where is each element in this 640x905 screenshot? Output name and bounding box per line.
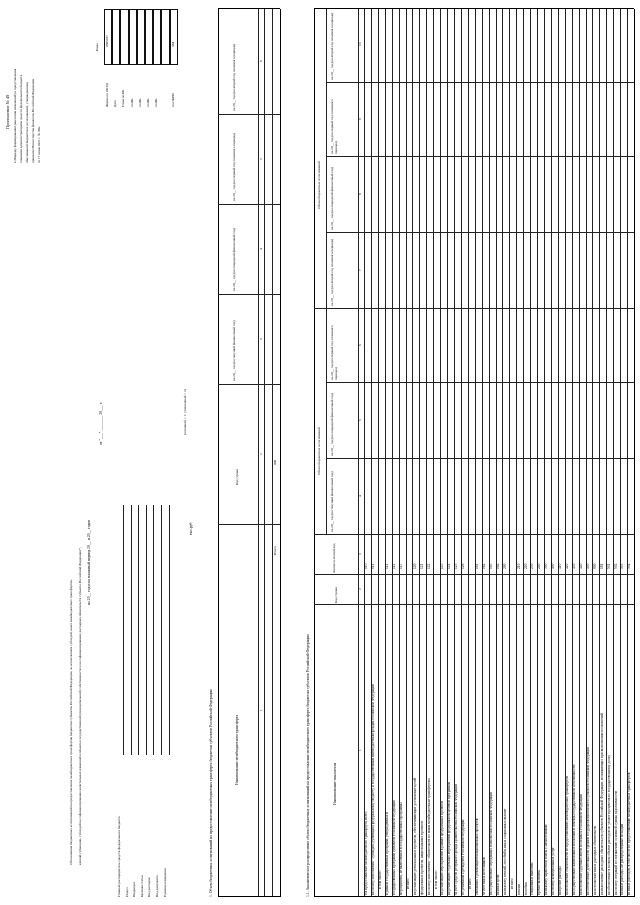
- table-rule: [482, 9, 483, 897]
- meta-label: Раздел: [124, 887, 129, 897]
- table-rule: [264, 9, 265, 897]
- table-row-label: на реализацию мероприятий в рамках федеральных проектов: [440, 800, 445, 895]
- table-rule: [509, 9, 510, 897]
- code-cell: [137, 9, 145, 65]
- table-rule: [326, 9, 327, 309]
- table-rule: [592, 9, 593, 897]
- table-rule: [496, 9, 497, 897]
- table-row-code: 210: [516, 563, 521, 569]
- table-row-code: 113: [398, 563, 403, 569]
- table-row-label: на исполнение иных расходных обязательств: [592, 826, 597, 895]
- section1-col-year: на 20__ год (на второй год планового периода): [232, 43, 236, 111]
- table-rule: [358, 9, 359, 897]
- table-rule: [523, 9, 524, 897]
- table-rule: [544, 9, 545, 897]
- unit-label: тыс.руб: [189, 522, 193, 535]
- table-row-code: 181: [599, 563, 604, 569]
- appendix-number: Приложение № 49: [5, 94, 10, 129]
- table-rule: [537, 9, 538, 897]
- table-rule: [326, 458, 634, 459]
- table-row-label: на выплату пенсий, пособий и иных социальных выплат: [502, 808, 507, 895]
- code-cell: [112, 9, 120, 65]
- table-row-label: на обеспечение деятельности органов государственной власти субъектов Российской Федерации: [585, 746, 590, 895]
- table-row-label: из них:: [468, 878, 473, 889]
- table-rule: [627, 9, 628, 897]
- table-rule: [385, 9, 386, 897]
- code-form-label: по ОКЕИ: [170, 93, 175, 107]
- table-row-code: 125: [454, 563, 459, 569]
- section11-col-number: 3: [358, 553, 363, 555]
- table-rule: [218, 896, 280, 897]
- title-line: Обоснования бюджетных ассигнований на предоставление межбюджетных трансфертов бюджетам субъектов Российской Федерации, за исключением субсидий, иных межбюджетных трансфертов,: [69, 579, 73, 865]
- section11-col-year: на 20__ год (на очередной финансовый год): [330, 166, 334, 230]
- table-row-label: связанных с реализацией национальных проектов: [475, 818, 480, 895]
- table-rule: [123, 505, 124, 755]
- meta-label: Целевая статья: [139, 875, 144, 897]
- table-row-code: 122: [426, 563, 431, 569]
- section11-col-name: Наименование показателя: [333, 762, 337, 805]
- table-rule: [146, 505, 147, 755]
- codes-header: Коды: [95, 43, 99, 51]
- table-row-code: 111: [385, 563, 390, 569]
- table-rule: [218, 9, 219, 897]
- code-form-label: Форма по ОКУД: [105, 83, 109, 107]
- table-rule: [634, 9, 635, 897]
- table-rule: [620, 9, 621, 897]
- table-rule: [326, 309, 327, 535]
- section1-col-year: на 20__ год (на текущий финансовый год): [232, 320, 236, 381]
- table-rule: [440, 9, 441, 897]
- section1-col-number: 3: [258, 338, 263, 340]
- table-row-code: 162: [481, 563, 486, 569]
- table-row-label: на оплату исполнения - субсидия (субвенция) федеральному бюджету и государственным внебюджетным фондам Российской Федерации: [371, 684, 376, 895]
- date-line: от "___" ________ 20___ г.: [99, 402, 103, 445]
- table-row-label: из иных расходов, в том числе по предоставлению межбюджетных трансфертов: [627, 772, 632, 895]
- meta-label: Вид документа: [155, 875, 159, 897]
- section11-col-group: Объем бюджетных ассигнований: [317, 161, 321, 209]
- code-form-label: по БК: [129, 98, 134, 107]
- table-row-label: на прочие расходы: [558, 866, 563, 895]
- table-rule: [454, 9, 455, 897]
- table-row-code: 112: [391, 563, 396, 569]
- table-rule: [565, 9, 566, 897]
- table-row-code: 011: [371, 563, 376, 569]
- table-row-label: на оплату коммунальных услуг: [551, 847, 556, 895]
- section11-col-number: 8: [358, 193, 363, 195]
- table-rule: [433, 9, 434, 897]
- table-row-label: за счет иных источников: [481, 857, 486, 895]
- section11-col-year: на 20__ год (на второй год планового периода): [330, 12, 334, 80]
- section1-col-number: 2: [258, 453, 263, 455]
- appendix-line: обоснований бюджетных ассигнований, утвержденному: [25, 81, 29, 163]
- section1-total-code: 000: [273, 459, 277, 465]
- table-row-label: на исполнение обязательств по предоставлению межбюджетных трансфертов: [565, 776, 570, 895]
- section11-col-number: 5: [358, 419, 363, 421]
- code-form-label: по БК: [154, 98, 159, 107]
- table-rule: [579, 9, 580, 897]
- title-line: на 20__ год и на плановый период 20__ и 20__ годов: [87, 519, 91, 605]
- code-cell: [161, 9, 169, 65]
- section11-title: 1.1. Аналитическое распределение объема бюджетных ассигнований на предоставление межбюджетного трансферта бюджетам субъектов Российской Федерации: [306, 634, 310, 897]
- table-row-label: на выполнение расходных обязательств субъектов Российской Федерации, возникающих при выполнении полномочий: [599, 712, 604, 895]
- table-rule: [153, 505, 154, 755]
- table-row-label: в том числе:: [433, 870, 438, 889]
- section1-title: 1. Объем бюджетных ассигнований на предоставление межбюджетных трансферта бюджетам субъектов Российской Федерации: [209, 689, 213, 897]
- section11-col-group: Объем бюджетных ассигнований: [317, 427, 321, 475]
- meta-label: Единица измерения: [162, 868, 167, 897]
- section11-col-number: 1: [358, 749, 363, 751]
- meta-label: Вид расходов: [147, 877, 152, 897]
- table-row-label: на осуществление капитальных вложений в объекты государственной собственности: [571, 764, 576, 895]
- table-row-code: 504: [627, 563, 632, 569]
- table-row-code: 420: [565, 563, 570, 569]
- table-row-label: за счет средств резервного фонда Правительства Российской Федерации: [454, 783, 459, 895]
- section1-col-number: 5: [258, 158, 263, 160]
- table-rule: [447, 9, 448, 897]
- table-row-code: 126: [461, 563, 466, 569]
- section11-col-analytic: Аналити-ческий код: [332, 543, 336, 573]
- table-rule: [412, 9, 413, 897]
- table-row-label: на оплату операций по погашению основной суммы задолженности: [613, 790, 618, 895]
- section1-col-year: на 20__ год (на первый год планового периода): [232, 132, 236, 201]
- code-cell: [170, 9, 178, 65]
- table-rule: [558, 9, 559, 897]
- table-row-code: 124: [447, 563, 452, 569]
- table-row-label: из них:: [509, 878, 514, 889]
- table-row-code: 121: [419, 563, 424, 569]
- table-row-code: 123: [440, 563, 445, 569]
- table-rule: [272, 9, 273, 897]
- section11-col-number: 10: [358, 42, 363, 46]
- table-row-code: 503: [620, 563, 625, 569]
- meta-label: Подраздел: [132, 881, 137, 897]
- table-row-label: пенсии: [516, 884, 521, 895]
- document-type-note: (основной = 1; уточненный = 2): [183, 389, 187, 435]
- table-row-label: государственных программ субъектов Российской Федерации: [391, 800, 396, 895]
- section11-col-number: 7: [358, 269, 363, 271]
- table-row-label: на осуществление переданных полномочий Российской Федерации: [488, 791, 493, 895]
- table-rule: [138, 505, 139, 755]
- code-form-label: Дата: [113, 100, 118, 107]
- section1-col-name: Наименование межбюджетного трансферта: [235, 714, 239, 785]
- table-row-code: 230: [530, 563, 535, 569]
- title-line: единой субвенции, субсидий на софинансирование капитальных вложений в объекты государственной (муниципальной) собственности и на софинансирование расходных обязательств субъекта Российской Федерации*,: [78, 547, 82, 865]
- table-rule: [314, 9, 315, 897]
- table-row-label: в том числе:: [378, 870, 383, 889]
- table-row-code: 163: [488, 563, 493, 569]
- table-row-code: 200: [502, 563, 507, 569]
- code-cell: [129, 9, 137, 65]
- table-rule: [530, 9, 531, 897]
- table-row-code: 400: [551, 563, 556, 569]
- section11-col-number: 9: [358, 118, 363, 120]
- table-row-label: федеральных проектов, национальных проектов: [419, 821, 424, 895]
- table-row-label: мероприятия, не включенные в государственные программы: [398, 802, 403, 895]
- section11-col-year: на 20__ год (на очередной финансовый год): [330, 392, 334, 456]
- table-rule: [378, 9, 379, 897]
- section11-col-year: на 20__ год (на первый год планового периода): [330, 325, 339, 380]
- section11-col-number: 2: [358, 588, 363, 590]
- table-row-code: 501: [606, 563, 611, 569]
- table-rule: [326, 156, 634, 157]
- table-rule: [489, 9, 490, 897]
- table-row-code: 900: [592, 563, 597, 569]
- section1-total-label: Итого: [273, 546, 277, 555]
- table-rule: [399, 9, 400, 897]
- table-row-label: на обеспечение в полном объеме расходов по уплате процентов по государственному долгу: [606, 754, 611, 895]
- table-rule: [468, 9, 469, 897]
- table-row-label: на иные цели: [495, 874, 500, 895]
- table-row-code: 440: [578, 563, 583, 569]
- table-row-label: на реализацию региональных проектов, обеспечивающих достижение целей: [412, 777, 417, 895]
- table-rule: [461, 9, 462, 897]
- table-rule: [218, 384, 280, 385]
- code-value: 0505197: [105, 35, 109, 47]
- table-rule: [131, 505, 132, 755]
- table-rule: [502, 9, 503, 897]
- code-cell: [145, 9, 153, 65]
- code-form-label: по БК: [137, 98, 142, 107]
- table-rule: [169, 505, 170, 755]
- table-row-label: из них:: [405, 878, 410, 889]
- table-row-code: 120: [412, 563, 417, 569]
- table-rule: [218, 524, 280, 525]
- table-rule: [280, 9, 281, 897]
- section1-col-number: 4: [258, 248, 263, 250]
- table-rule: [392, 9, 393, 897]
- appendix-line: приказом Министерства финансов Российской Федерации: [31, 78, 35, 163]
- code-cell: [120, 9, 128, 65]
- code-value: 384: [170, 41, 175, 47]
- table-rule: [516, 9, 517, 897]
- section1-col-number: 6: [258, 60, 263, 62]
- table-rule: [326, 382, 634, 383]
- table-row-code: 220: [523, 563, 528, 569]
- table-rule: [406, 9, 407, 897]
- table-rule: [218, 114, 280, 115]
- appendix-line: к Порядку формирования (внесения изменений) и представления: [13, 68, 17, 163]
- section11-col-number: 6: [358, 344, 363, 346]
- table-rule: [426, 9, 427, 897]
- appendix-line: от 17 июня 2021 г. № 86н: [37, 126, 41, 163]
- section11-col-year: на 20__ год (на текущий финансовый год): [330, 471, 334, 532]
- table-rule: [364, 9, 365, 897]
- table-rule: [419, 9, 420, 897]
- table-row-label: на исполнение судебных актов по искам к Российской Федерации: [578, 794, 583, 895]
- table-row-code: 161: [475, 563, 480, 569]
- table-row-label: пособия: [523, 882, 528, 895]
- table-rule: [326, 232, 634, 233]
- table-rule: [218, 294, 280, 295]
- code-cell: [153, 9, 161, 65]
- table-row-label: на реализацию отдельных мероприятий федеральной целевой программы: [447, 781, 452, 895]
- table-row-code: 502: [613, 563, 618, 569]
- section11-col-code: Код строки: [334, 586, 338, 603]
- table-row-code: 450: [585, 563, 590, 569]
- table-rule: [613, 9, 614, 897]
- table-row-label: по решениям Президента Российской Федерации: [461, 819, 466, 895]
- code-form-label: Глава по БК: [121, 89, 126, 107]
- section1-col-year: на 20__ год (на очередной финансовый год): [232, 227, 236, 291]
- table-rule: [218, 8, 280, 9]
- table-row-label: На предоставление межбюджетного трансферта, всего: [364, 811, 369, 895]
- table-row-label: на иные расходы, не распределенные по кодам: [620, 823, 625, 895]
- table-row-code: 300: [544, 563, 549, 569]
- table-row-code: 240: [537, 563, 542, 569]
- table-row-code: 164: [495, 563, 500, 569]
- section11-col-year: на 20__ год (на первый год планового периода): [330, 99, 339, 154]
- table-rule: [326, 82, 634, 83]
- table-row-code: 010: [364, 563, 369, 569]
- meta-label: Главный распорядитель средств федерального бюджета: [117, 816, 121, 897]
- section11-col-year: на 20__ год (на второй год планового периода): [330, 238, 334, 306]
- section1-col-number: 1: [258, 709, 263, 711]
- section11-col-number: 4: [358, 495, 363, 497]
- table-rule: [551, 9, 552, 897]
- table-row-label: на выплату заработной платы с начислениями: [544, 824, 549, 895]
- table-row-code: 430: [571, 563, 576, 569]
- table-row-label: в рамках государственных программ, утвержденных в: [385, 812, 390, 895]
- table-row-code: 410: [558, 563, 563, 569]
- table-rule: [218, 204, 280, 205]
- table-rule: [161, 505, 162, 755]
- table-rule: [475, 9, 476, 897]
- code-form-label: по БК: [146, 98, 150, 107]
- table-row-label: на оплату исполнения - обязательств по иным межбюджетным трансфертам: [426, 778, 431, 895]
- section1-col-code: Код строки: [235, 468, 239, 485]
- table-row-label: социальные выплаты: [530, 862, 535, 895]
- table-row-label: прочие выплаты: [537, 870, 542, 895]
- appendix-line: главными администраторами средств федерального бюджета: [19, 74, 23, 163]
